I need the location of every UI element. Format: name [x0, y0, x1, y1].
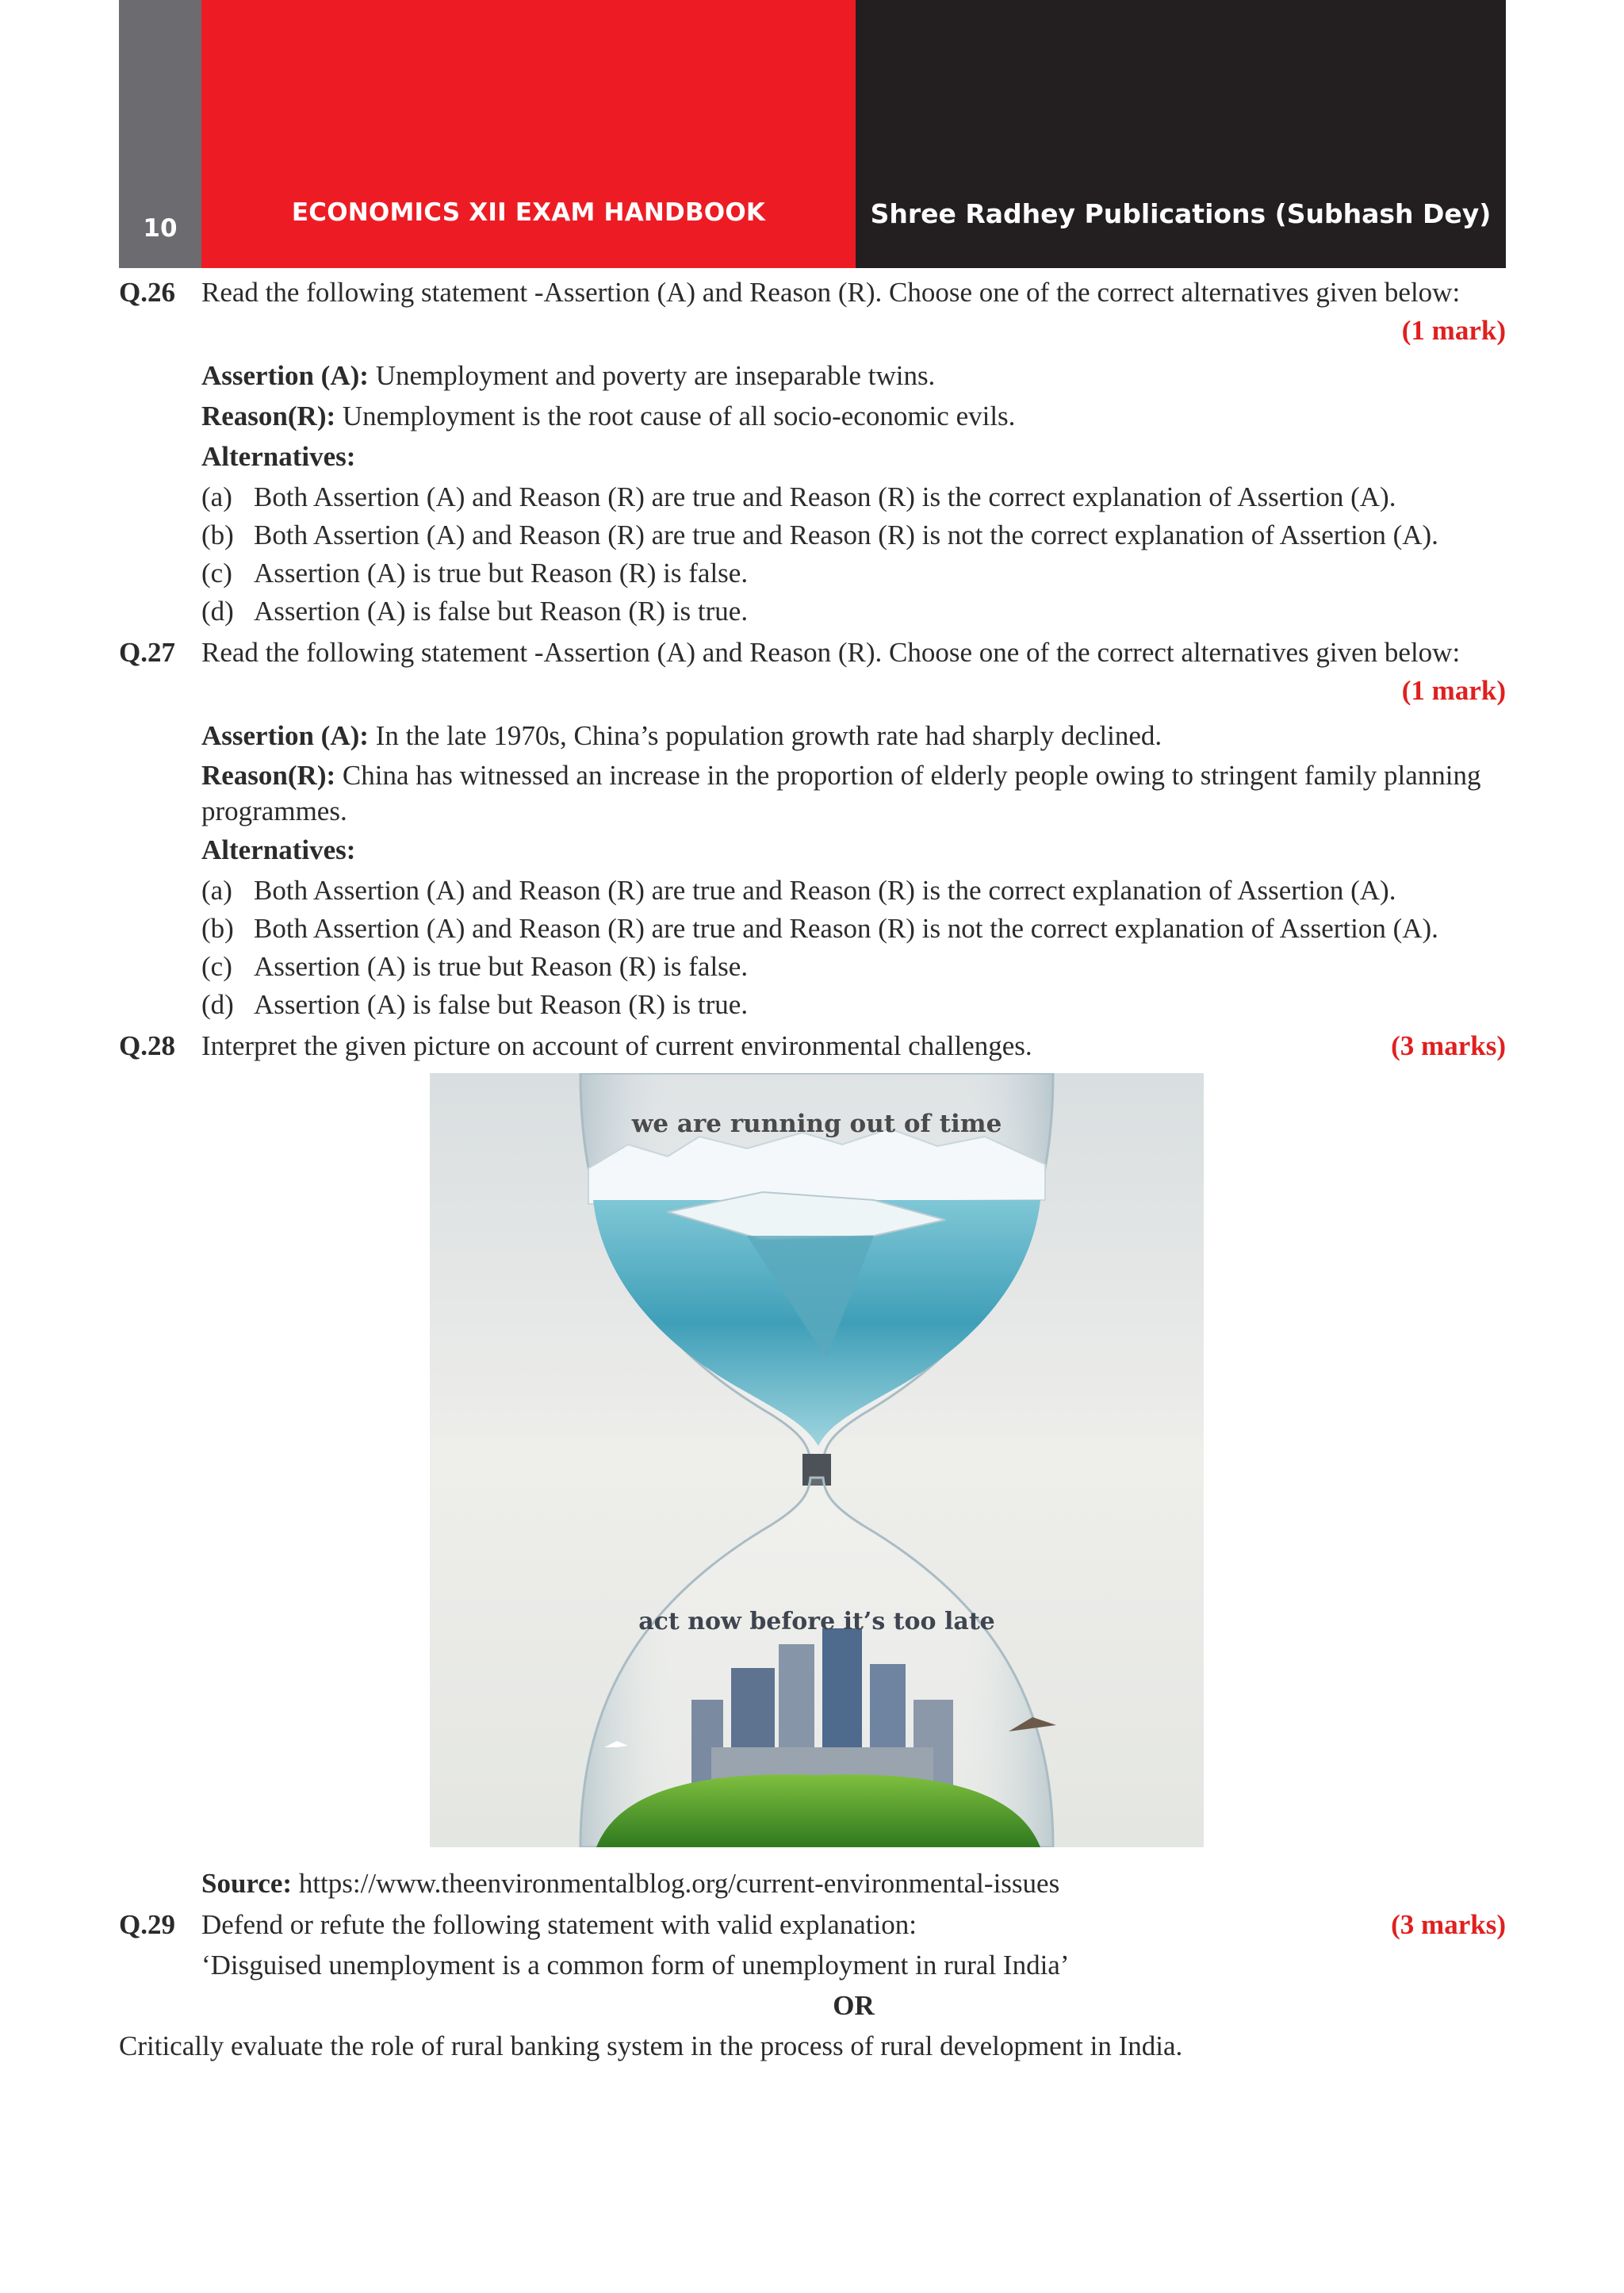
- option-text: Both Assertion (A) and Reason (R) are true and Reason (R) is the correct explanation of Assertion (A).: [254, 875, 1396, 906]
- assertion-text: Unemployment and poverty are inseparable twins.: [375, 360, 936, 391]
- page-number-block: [119, 0, 201, 268]
- question-text: Read the following statement -Assertion (A) and Reason (R). Choose one of the correct alternatives given below:: [201, 637, 1461, 668]
- alternatives-list: [201, 872, 1506, 1024]
- marks-badge: (3 marks): [1391, 1909, 1506, 1940]
- assertion-label: Assertion (A):: [201, 360, 369, 391]
- hourglass-picture: [430, 1073, 1204, 1847]
- alternatives-label: Alternatives:: [201, 441, 356, 472]
- question-27: [119, 634, 1506, 1024]
- option-text: Both Assertion (A) and Reason (R) are true and Reason (R) is the correct explanation of Assertion (A).: [254, 481, 1396, 512]
- question-number: Q.28: [119, 1030, 175, 1061]
- reason-text: China has witnessed an increase in the proportion of elderly people owing to stringent family planning programmes.: [201, 760, 1481, 826]
- picture-bottom-caption: act now before it’s too late: [638, 1608, 995, 1635]
- alternative-question: Critically evaluate the role of rural banking system in the process of rural development in India.: [119, 2030, 1183, 2061]
- source-label: Source:: [201, 1868, 293, 1899]
- question-number: Q.27: [119, 637, 175, 668]
- question-29: [119, 1906, 1506, 2065]
- publisher-block: [856, 0, 1506, 268]
- question-text: Defend or refute the following statement with valid explanation:: [201, 1909, 917, 1940]
- option-text: Assertion (A) is true but Reason (R) is false.: [254, 951, 749, 982]
- reason-label: Reason(R):: [201, 760, 336, 791]
- page-content: [119, 274, 1506, 2068]
- option-label: (b): [201, 520, 234, 550]
- option-label: (c): [201, 558, 232, 589]
- assertion: [201, 357, 1506, 395]
- publisher: Shree Radhey Publications (Subhash Dey): [870, 198, 1492, 229]
- option-label: (d): [201, 596, 234, 627]
- page-header: [119, 0, 1506, 268]
- reason: [201, 397, 1506, 435]
- reason: [201, 757, 1506, 829]
- list-item: [201, 986, 1506, 1024]
- option-label: (b): [201, 913, 234, 944]
- option-text: Both Assertion (A) and Reason (R) are true and Reason (R) is not the correct explanation of Assertion (A).: [254, 913, 1438, 944]
- question-number: Q.26: [119, 277, 175, 308]
- option-label: (a): [201, 481, 232, 512]
- marks-badge: (1 mark): [1401, 315, 1506, 346]
- list-item: [201, 948, 1506, 986]
- list-item: [201, 872, 1506, 910]
- page-number: 10: [143, 214, 178, 243]
- assertion: [201, 717, 1506, 755]
- question-text: Read the following statement -Assertion (A) and Reason (R). Choose one of the correct alternatives given below:: [201, 277, 1461, 308]
- marks-badge: (1 mark): [1401, 675, 1506, 706]
- reason-text: Unemployment is the root cause of all socio-economic evils.: [342, 401, 1016, 431]
- option-text: Assertion (A) is false but Reason (R) is true.: [254, 989, 749, 1020]
- alternatives-label: Alternatives:: [201, 834, 356, 865]
- assertion-label: Assertion (A):: [201, 720, 369, 751]
- list-item: [201, 516, 1506, 554]
- reason-label: Reason(R):: [201, 401, 336, 431]
- list-item: [201, 478, 1506, 516]
- list-item: [201, 592, 1506, 631]
- list-item: [201, 554, 1506, 592]
- option-text: Assertion (A) is false but Reason (R) is true.: [254, 596, 749, 627]
- option-label: (d): [201, 989, 234, 1020]
- source-line: [201, 1865, 1506, 1903]
- or-separator: OR: [833, 1990, 875, 2021]
- book-title-block: [201, 0, 856, 268]
- option-text: Both Assertion (A) and Reason (R) are true and Reason (R) is not the correct explanation of Assertion (A).: [254, 520, 1438, 550]
- option-label: (a): [201, 875, 232, 906]
- marks-badge: (3 marks): [1391, 1030, 1506, 1061]
- question-text: Interpret the given picture on account of current environmental challenges.: [201, 1030, 1032, 1061]
- question-26: [119, 274, 1506, 631]
- option-label: (c): [201, 951, 232, 982]
- statement: ‘Disguised unemployment is a common form of unemployment in rural India’: [201, 1950, 1070, 1980]
- picture-top-caption: we are running out of time: [631, 1110, 1002, 1138]
- question-number: Q.29: [119, 1909, 175, 1940]
- alternatives-list: [201, 478, 1506, 631]
- book-title: ECONOMICS XII EXAM HANDBOOK: [291, 198, 766, 227]
- list-item: [201, 910, 1506, 948]
- option-text: Assertion (A) is true but Reason (R) is false.: [254, 558, 749, 589]
- question-28: [119, 1027, 1506, 1065]
- assertion-text: In the late 1970s, China’s population growth rate had sharply declined.: [375, 720, 1162, 751]
- hourglass-illustration: [430, 1073, 1204, 1847]
- source-url: https://www.theenvironmentalblog.org/current-environmental-issues: [298, 1868, 1060, 1899]
